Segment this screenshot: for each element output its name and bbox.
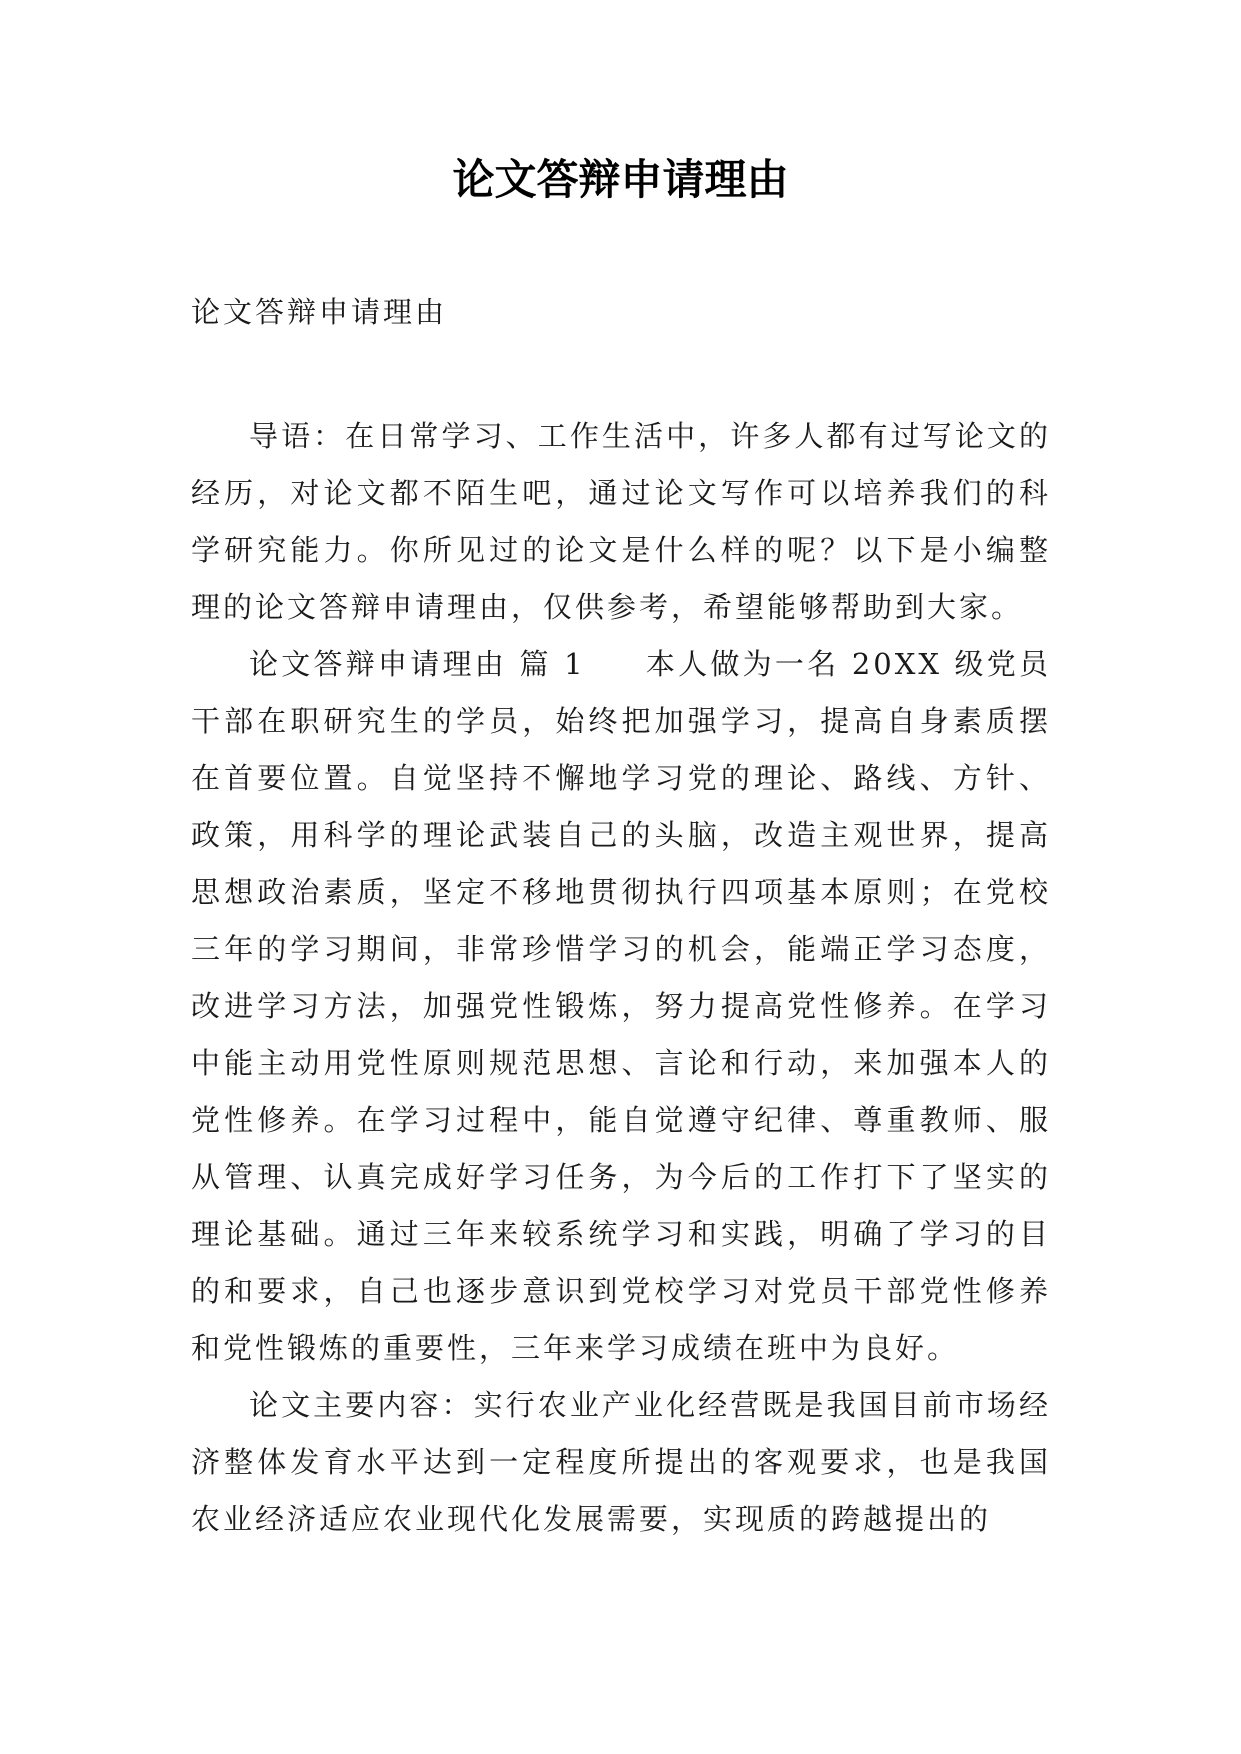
section-1-paragraph [191,636,1051,1377]
document-subtitle: 论文答辩申请理由 [191,295,448,329]
document-title: 论文答辩申请理由 [452,155,789,204]
section-1-body: 本人做为一名 20XX 级党员干部在职研究生的学员，始终把加强学习，提高自身素质摆在首要位置。自觉坚持不懈地学习党的理论、路线、方针、政策，用科学的理论武装自己的头脑，改造主观世界，提高思想政治素质，坚定不移地贯彻执行四项基本原则；在党校三年的学习期间，非常珍惜学习的机会，能端正学习态度，改进学习方法，加强党性锻炼，努力提高党性修养。在学习中能主动用党性原则规范思想、言论和行动，来加强本人的党性修养。在学习过程中，能自觉遵守纪律、尊重教师、服从管理、认真完成好学习任务，为今后的工作打下了坚实的理论基础。通过三年来较系统学习和实践，明确了学习的目的和要求，自己也逐步意识到党校学习对党员干部党性修养和党性锻炼的重要性，三年来学习成绩在班中为良好。 [191,647,1051,1365]
section-1-heading: 论文答辩申请理由 篇 1 [249,647,586,681]
intro-paragraph: 导语：在日常学习、工作生活中，许多人都有过写论文的经历，对论文都不陌生吧，通过论文写作可以培养我们的科学研究能力。你所见过的论文是什么样的呢？以下是小编整理的论文答辩申请理由，仅供参考，希望能够帮助到大家。 [191,419,1051,624]
document-body [191,408,1051,1548]
main-content-paragraph: 论文主要内容：实行农业产业化经营既是我国目前市场经济整体发育水平达到一定程度所提出的客观要求，也是我国农业经济适应农业现代化发展需要，实现质的跨越提出的 [191,1388,1051,1536]
